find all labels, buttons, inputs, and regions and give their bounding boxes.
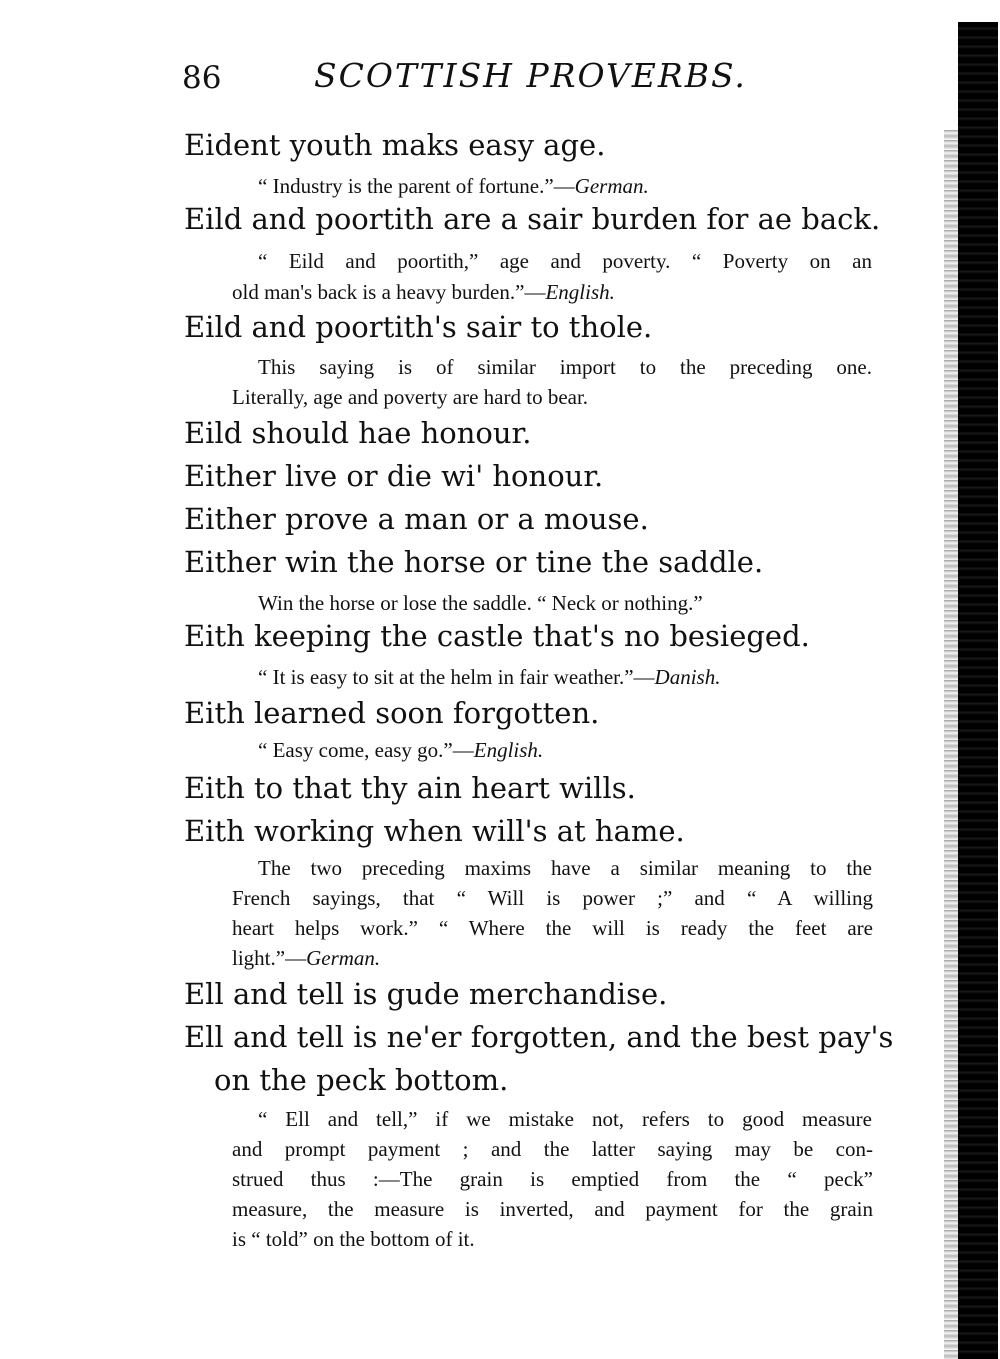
proverb-note: “ It is easy to sit at the helm in fair weather.”—Danish. bbox=[258, 665, 721, 689]
note-source: Danish. bbox=[654, 665, 721, 689]
proverb: Eith to that thy ain heart wills. bbox=[184, 771, 636, 805]
proverb-note-line: measure, the measure is inverted, and payment for the grain bbox=[232, 1197, 873, 1221]
proverb: Eith working when will's at hame. bbox=[184, 814, 685, 848]
proverb: Eident youth maks easy age. bbox=[184, 128, 606, 162]
proverb-note: “ Industry is the parent of fortune.”—German. bbox=[258, 174, 649, 198]
proverb-note: “ Easy come, easy go.”—English. bbox=[258, 738, 544, 762]
proverb: Either prove a man or a mouse. bbox=[184, 502, 649, 536]
note-source: English. bbox=[473, 738, 544, 762]
note-source: German. bbox=[306, 946, 381, 970]
book-spine-edge bbox=[958, 22, 998, 1359]
proverb: Eith learned soon forgotten. bbox=[184, 696, 600, 730]
proverb: Eild should hae honour. bbox=[184, 416, 532, 450]
running-title: SCOTTISH PROVERBS. bbox=[314, 56, 747, 95]
note-source: German. bbox=[574, 174, 649, 198]
proverb: Ell and tell is gude merchandise. bbox=[184, 977, 668, 1011]
proverb-note-line: French sayings, that “ Will is power ;” and “ A willing bbox=[232, 886, 873, 910]
proverb-note-line: heart helps work.” “ Where the will is ready the feet are bbox=[232, 916, 873, 940]
proverb: Either live or die wi' honour. bbox=[184, 459, 604, 493]
proverb-note-line: strued thus :—The grain is emptied from the “ peck” bbox=[232, 1167, 873, 1191]
proverb: Eith keeping the castle that's no besieged. bbox=[184, 619, 810, 653]
proverb-note-line: and prompt payment ; and the latter saying may be con- bbox=[232, 1137, 873, 1161]
proverb-note-line: is “ told” on the bottom of it. bbox=[232, 1227, 475, 1251]
proverb: Eild and poortith are a sair burden for ae back. bbox=[184, 202, 881, 236]
proverb: Ell and tell is ne'er forgotten, and the best pay's bbox=[184, 1020, 894, 1054]
note-source: English. bbox=[545, 280, 615, 304]
proverb-note-line: Literally, age and poverty are hard to bear. bbox=[232, 385, 589, 409]
proverb-note: The two preceding maxims have a similar meaning to the bbox=[258, 856, 872, 880]
proverb-note: Win the horse or lose the saddle. “ Neck or nothing.” bbox=[258, 591, 703, 615]
proverb-note: This saying is of similar import to the preceding one. bbox=[258, 355, 872, 379]
proverb-note-line: light.”—German. bbox=[232, 946, 381, 970]
proverb-note: “ Ell and tell,” if we mistake not, refers to good measure bbox=[258, 1107, 872, 1131]
proverb-continuation: on the peck bottom. bbox=[214, 1063, 509, 1097]
proverb: Either win the horse or tine the saddle. bbox=[184, 545, 764, 579]
proverb-note: “ Eild and poortith,” age and poverty. “ Poverty on an bbox=[258, 249, 872, 273]
page-number: 86 bbox=[182, 60, 222, 96]
page-edge-shadow bbox=[944, 130, 960, 1359]
proverb-note-line: old man's back is a heavy burden.”—English. bbox=[232, 280, 615, 304]
proverb: Eild and poortith's sair to thole. bbox=[184, 310, 653, 344]
